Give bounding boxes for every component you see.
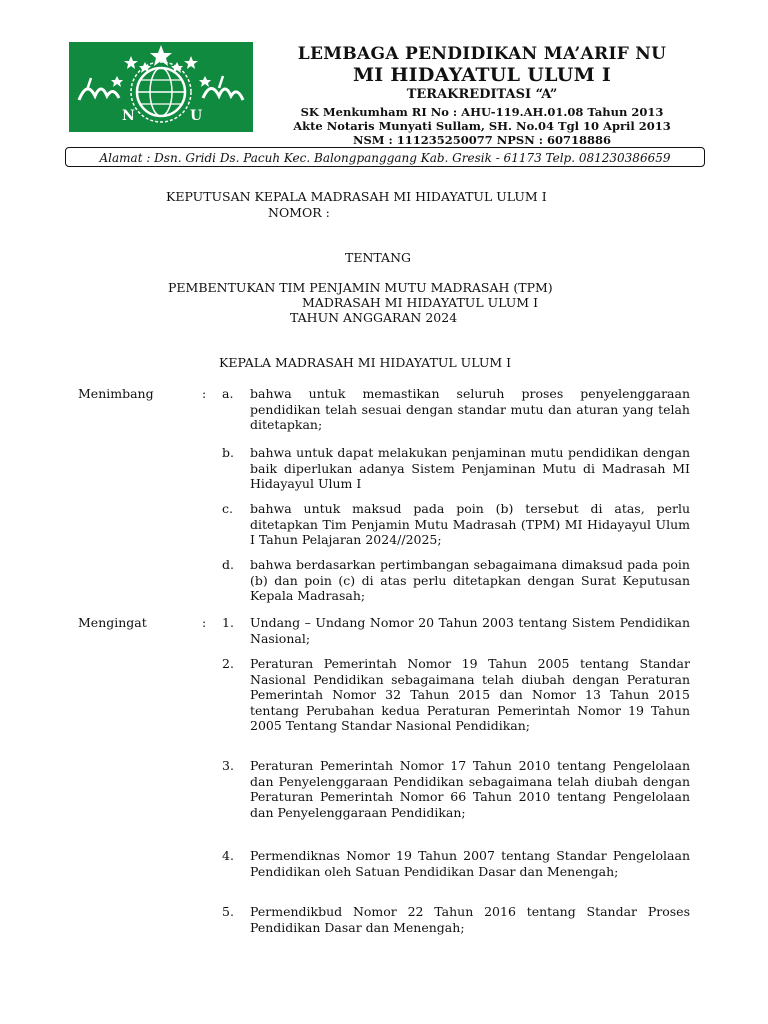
mengingat-marker-4: 4. bbox=[222, 848, 234, 863]
globe-stars-emblem-icon bbox=[69, 42, 253, 132]
mengingat-item-4: Permendiknas Nomor 19 Tahun 2007 tentang Standar Pengelolaan Pendidikan oleh Satuan Pendidikan Dasar dan Menengah; bbox=[250, 848, 690, 879]
decree-subject-3: TAHUN ANGGARAN 2024 bbox=[290, 310, 458, 325]
logo-letter-u: U bbox=[190, 108, 203, 124]
mengingat-item-1: Undang – Undang Nomor 20 Tahun 2003 tentang Sistem Pendidikan Nasional; bbox=[250, 615, 690, 646]
decree-subject-2: MADRASAH MI HIDAYATUL ULUM I bbox=[302, 295, 539, 310]
menimbang-item-c: bahwa untuk maksud pada poin (b) tersebut di atas, perlu ditetapkan Tim Penjamin Mutu Madrasah (TPM) MI Hidayayul Ulum I Tahun Pelajaran 2024//2025; bbox=[250, 501, 690, 548]
mengingat-item-5: Permendikbud Nomor 22 Tahun 2016 tentang Standar Proses Pendidikan Dasar dan Menengah; bbox=[250, 904, 690, 935]
decree-about: TENTANG bbox=[345, 250, 412, 265]
decree-title: KEPUTUSAN KEPALA MADRASAH MI HIDAYATUL ULUM I bbox=[166, 189, 547, 204]
nsm-npsn-line: NSM : 111235250077 NPSN : 60718886 bbox=[352, 133, 612, 147]
mengingat-label: Mengingat bbox=[78, 615, 147, 630]
nu-logo bbox=[69, 42, 253, 132]
decree-subject-1: PEMBENTUKAN TIM PENJAMIN MUTU MADRASAH (TPM) bbox=[168, 280, 553, 295]
decree-issuer: KEPALA MADRASAH MI HIDAYATUL ULUM I bbox=[219, 355, 512, 370]
mengingat-marker-5: 5. bbox=[222, 904, 234, 919]
mengingat-colon: : bbox=[202, 615, 207, 630]
mengingat-marker-1: 1. bbox=[222, 615, 234, 630]
menimbang-item-a: bahwa untuk memastikan seluruh proses penyelenggaraan pendidikan telah sesuai dengan standar mutu dan aturan yang telah ditetapkan; bbox=[250, 386, 690, 433]
menimbang-marker-d: d. bbox=[222, 557, 234, 572]
mengingat-marker-3: 3. bbox=[222, 758, 234, 773]
notary-line: Akte Notaris Munyati Sullam, SH. No.04 Tgl 10 April 2013 bbox=[293, 119, 671, 133]
mengingat-marker-2: 2. bbox=[222, 656, 234, 671]
address-box: Alamat : Dsn. Gridi Ds. Pacuh Kec. Balongpanggang Kab. Gresik - 61173 Telp. 081230386659 bbox=[65, 147, 705, 167]
menimbang-colon: : bbox=[202, 386, 207, 401]
sk-line: SK Menkumham RI No : AHU-119.AH.01.08 Tahun 2013 bbox=[300, 105, 664, 119]
school-name: MI HIDAYATUL ULUM I bbox=[352, 64, 612, 86]
menimbang-marker-b: b. bbox=[222, 445, 234, 460]
menimbang-label: Menimbang bbox=[78, 386, 154, 401]
menimbang-marker-a: a. bbox=[222, 386, 234, 401]
menimbang-item-b: bahwa untuk dapat melakukan penjaminan mutu pendidikan dengan baik diperlukan adanya Sistem Penjaminan Mutu di Madrasah MI Hidayayul Ulum I bbox=[250, 445, 690, 492]
mengingat-item-2: Peraturan Pemerintah Nomor 19 Tahun 2005 tentang Standar Nasional Pendidikan sebagaimana telah diubah dengan Peraturan Pemerintah Nomor 32 Tahun 2015 dan Nomor 13 Tahun 2015 tentang Perubahan kedua Peraturan Pemerintah Nomor 19 Tahun 2005 Tentang Standar Nasional Pendidikan; bbox=[250, 656, 690, 734]
menimbang-item-d: bahwa berdasarkan pertimbangan sebagaimana dimaksud pada poin (b) dan poin (c) di atas perlu ditetapkan dengan Surat Keputusan Kepala Madrasah; bbox=[250, 557, 690, 604]
decree-number: NOMOR : bbox=[268, 205, 330, 220]
accreditation: TERAKREDITASI “A” bbox=[406, 87, 558, 102]
logo-letter-n: N bbox=[122, 108, 135, 124]
menimbang-marker-c: c. bbox=[222, 501, 233, 516]
org-name: LEMBAGA PENDIDIKAN MA’ARIF NU bbox=[297, 44, 667, 64]
mengingat-item-3: Peraturan Pemerintah Nomor 17 Tahun 2010 tentang Pengelolaan dan Penyelenggaraan Pendidikan sebagaimana telah diubah dengan Peraturan Pemerintah Nomor 66 Tahun 2010 tentang Pengelolaan dan Penyelenggaraan Pendidikan; bbox=[250, 758, 690, 820]
